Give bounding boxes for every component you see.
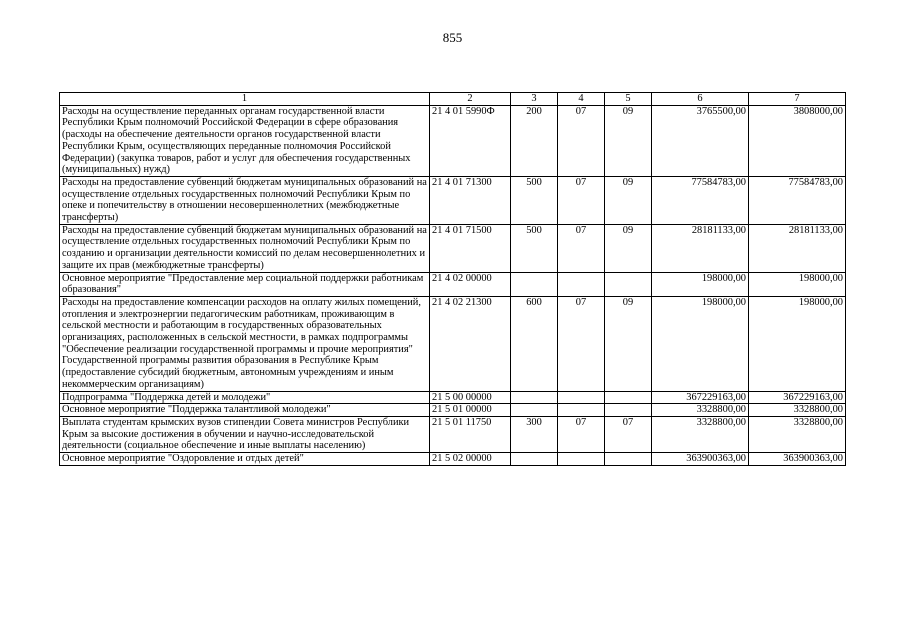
column-header: 1 [60, 93, 430, 106]
row-subsection [605, 404, 652, 417]
table-row [60, 391, 846, 404]
row-subsection [605, 391, 652, 404]
row-amount-col7: 198000,00 [749, 296, 846, 391]
row-amount-col6: 367229163,00 [652, 391, 749, 404]
row-section: 07 [558, 224, 605, 272]
row-expense-type [511, 272, 558, 296]
row-code: 21 4 01 71500 [430, 224, 511, 272]
row-amount-col7: 3328800,00 [749, 416, 846, 452]
row-subsection: 09 [605, 105, 652, 176]
row-amount-col6: 198000,00 [652, 296, 749, 391]
row-expense-type: 500 [511, 176, 558, 224]
row-section: 07 [558, 416, 605, 452]
column-header: 3 [511, 93, 558, 106]
table-header-row [60, 93, 846, 106]
row-code: 21 5 01 11750 [430, 416, 511, 452]
table-row [60, 453, 846, 466]
row-amount-col7: 77584783,00 [749, 176, 846, 224]
row-subsection: 07 [605, 416, 652, 452]
row-expense-type: 300 [511, 416, 558, 452]
row-code: 21 4 01 5990Ф [430, 105, 511, 176]
row-section [558, 453, 605, 466]
row-expense-type: 200 [511, 105, 558, 176]
row-code: 21 5 02 00000 [430, 453, 511, 466]
row-description: Основное мероприятие "Оздоровление и отдых детей" [60, 453, 430, 466]
table-row [60, 296, 846, 391]
column-header: 4 [558, 93, 605, 106]
row-code: 21 4 02 00000 [430, 272, 511, 296]
page-number: 855 [442, 30, 463, 45]
row-amount-col7: 198000,00 [749, 272, 846, 296]
table-row [60, 105, 846, 176]
row-amount-col7: 363900363,00 [749, 453, 846, 466]
row-description: Расходы на осуществление переданных органам государственной власти Республики Крым полномочий Российской Федерации в сфере образования (расходы на обеспечение деятельности органов государственной власти Республики Крым, осуществляющих переданные полномочия Российской Федерации) (закупка товаров, работ и услуг для обеспечения государственных (муниципальных) нужд) [60, 105, 430, 176]
row-description: Подпрограмма "Поддержка детей и молодежи" [60, 391, 430, 404]
row-amount-col6: 363900363,00 [652, 453, 749, 466]
row-amount-col6: 77584783,00 [652, 176, 749, 224]
row-amount-col7: 3328800,00 [749, 404, 846, 417]
row-description: Основное мероприятие "Предоставление мер социальной поддержки работникам образования" [60, 272, 430, 296]
column-header: 2 [430, 93, 511, 106]
table-row [60, 404, 846, 417]
row-subsection: 09 [605, 224, 652, 272]
row-section: 07 [558, 296, 605, 391]
row-subsection [605, 272, 652, 296]
row-subsection: 09 [605, 176, 652, 224]
column-header: 5 [605, 93, 652, 106]
row-description: Расходы на предоставление субвенций бюджетам муниципальных образований на осуществление отдельных государственных полномочий Республики Крым по опеке и попечительству в отношении несовершеннолетних (межбюджетные трансферты) [60, 176, 430, 224]
row-section [558, 404, 605, 417]
row-amount-col7: 3808000,00 [749, 105, 846, 176]
row-code: 21 5 00 00000 [430, 391, 511, 404]
row-amount-col7: 28181133,00 [749, 224, 846, 272]
row-subsection: 09 [605, 296, 652, 391]
row-section [558, 391, 605, 404]
row-amount-col7: 367229163,00 [749, 391, 846, 404]
column-header: 7 [749, 93, 846, 106]
row-description: Расходы на предоставление компенсации расходов на оплату жилых помещений, отопления и электроэнергии педагогическим работникам, проживающим в сельской местности и работающим в государственных образовательных организациях, расположенных в сельской местности, в рамках подпрограммы "Обеспечение реализации государственной программы и прочие мероприятия" Государственной программы развития образования в Республике Крым (предоставление субсидий бюджетным, автономным учреждениям и иным некоммерческим организациям) [60, 296, 430, 391]
row-expense-type: 600 [511, 296, 558, 391]
column-header: 6 [652, 93, 749, 106]
row-description: Основное мероприятие "Поддержка талантливой молодежи" [60, 404, 430, 417]
row-amount-col6: 198000,00 [652, 272, 749, 296]
row-expense-type [511, 404, 558, 417]
row-code: 21 4 02 21300 [430, 296, 511, 391]
row-amount-col6: 3328800,00 [652, 404, 749, 417]
row-amount-col6: 3765500,00 [652, 105, 749, 176]
row-expense-type: 500 [511, 224, 558, 272]
row-subsection [605, 453, 652, 466]
table-row [60, 224, 846, 272]
table-row [60, 272, 846, 296]
row-expense-type [511, 453, 558, 466]
budget-table [59, 92, 846, 466]
row-section: 07 [558, 105, 605, 176]
row-amount-col6: 3328800,00 [652, 416, 749, 452]
row-section: 07 [558, 176, 605, 224]
row-expense-type [511, 391, 558, 404]
row-description: Выплата студентам крымских вузов стипендии Совета министров Республики Крым за высокие достижения в обучении и научно-исследовательской деятельности (социальное обеспечение и иные выплаты населению) [60, 416, 430, 452]
row-code: 21 4 01 71300 [430, 176, 511, 224]
row-description: Расходы на предоставление субвенций бюджетам муниципальных образований на осуществление отдельных государственных полномочий Республики Крым по созданию и организации деятельности комиссий по делам несовершеннолетних и защите их прав (межбюджетные трансферты) [60, 224, 430, 272]
row-code: 21 5 01 00000 [430, 404, 511, 417]
table-row [60, 416, 846, 452]
row-amount-col6: 28181133,00 [652, 224, 749, 272]
row-section [558, 272, 605, 296]
table-row [60, 176, 846, 224]
